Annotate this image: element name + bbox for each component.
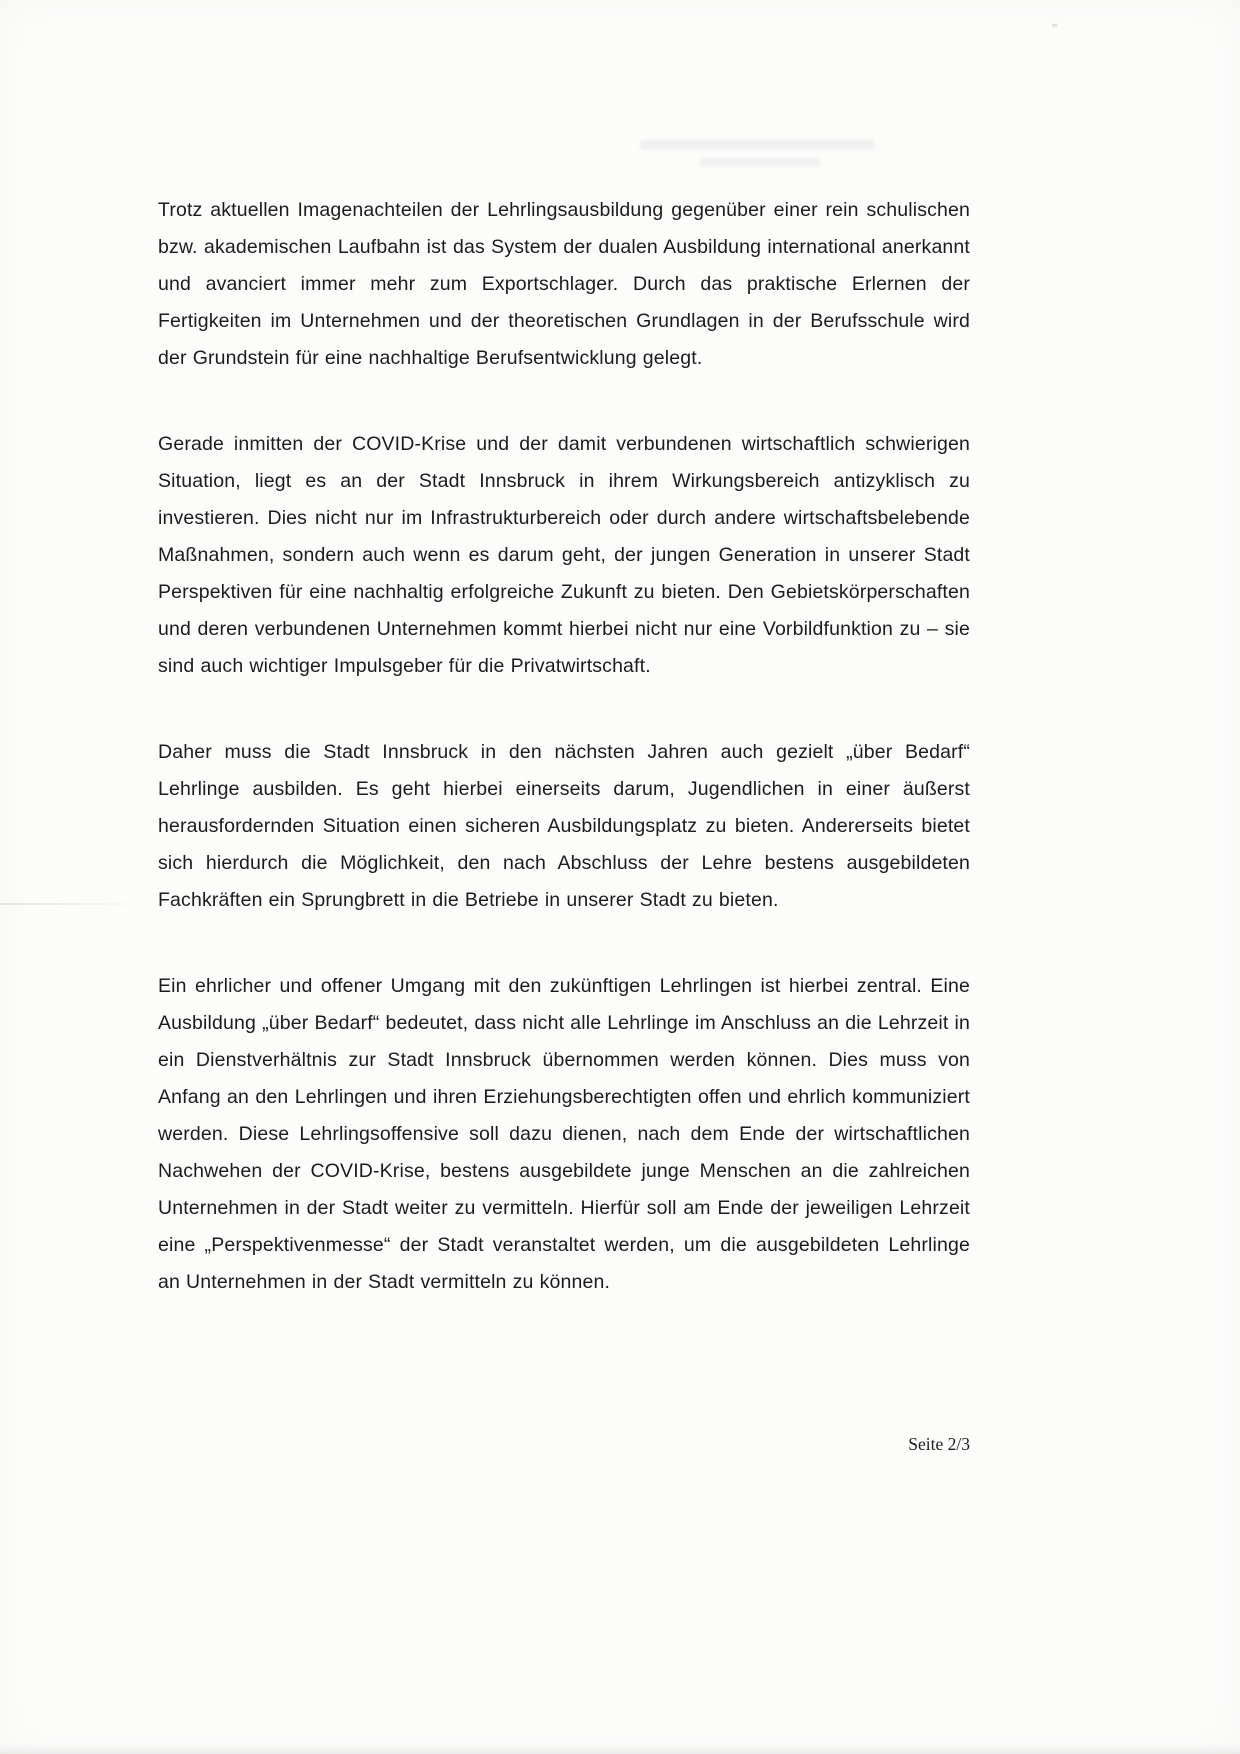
paragraph: Gerade inmitten der COVID-Krise und der damit verbundenen wirtschaftlich schwierigen Situation, liegt es an der Stadt Innsbruck in ihrem Wirkungsbereich antizyklisch zu investieren. Dies nicht nur im Infrastrukturbereich oder durch andere wirtschaftsbelebende Maßnahmen, sondern auch wenn es darum geht, der jungen Generation in unserer Stadt Perspektiven für eine nachhaltig erfolgreiche Zukunft zu bieten. Den Gebietskörperschaften und deren verbundenen Unternehmen kommt hierbei nicht nur eine Vorbildfunktion zu – sie sind auch wichtiger Impulsgeber für die Privatwirtschaft. [158,433,970,677]
page-body [158,192,970,1350]
paragraph: Ein ehrlicher und offener Umgang mit den zukünftigen Lehrlingen ist hierbei zentral. Eine Ausbildung „über Bedarf“ bedeutet, dass nicht alle Lehrlinge im Anschluss an die Lehrzeit in ein Dienstverhältnis zur Stadt Innsbruck übernommen werden können. Dies muss von Anfang an den Lehrlingen und ihren Erziehungsberechtigten offen und ehrlich kommuniziert werden. Diese Lehrlingsoffensive soll dazu dienen, nach dem Ende der wirtschaftlichen Nachwehen der COVID-Krise, bestens ausgebildete junge Menschen an die zahlreichen Unternehmen in der Stadt weiter zu vermitteln. Hierfür soll am Ende der jeweiligen Lehrzeit eine „Perspektivenmesse“ der Stadt veranstaltet werden, um die ausgebildeten Lehrlinge an Unternehmen in der Stadt vermitteln zu können. [158,975,970,1293]
scan-artifact [700,158,820,166]
scan-artifact [640,140,875,149]
paragraph: Trotz aktuellen Imagenachteilen der Lehrlingsausbildung gegenüber einer rein schulischen bzw. akademischen Laufbahn ist das System der dualen Ausbildung international anerkannt und avanciert immer mehr zum Exportschlager. Durch das praktische Erlernen der Fertigkeiten im Unternehmen und der theoretischen Grundlagen in der Berufsschule wird der Grundstein für eine nachhaltige Berufsentwicklung gelegt. [158,199,970,369]
scan-bottom-edge [0,1744,1240,1754]
scan-streak [0,903,150,905]
scan-mark: ” [1052,22,1058,39]
paragraph: Daher muss die Stadt Innsbruck in den nächsten Jahren auch gezielt „über Bedarf“ Lehrlinge ausbilden. Es geht hierbei einerseits darum, Jugendlichen in einer äußerst herausfordernden Situation einen sicheren Ausbildungsplatz zu bieten. Andererseits bietet sich hierdurch die Möglichkeit, den nach Abschluss der Lehre bestens ausgebildeten Fachkräften ein Sprungbrett in die Betriebe in unserer Stadt zu bieten. [158,741,970,911]
page-number: Seite 2/3 [908,1434,970,1454]
faint-scan-stamp [640,138,890,172]
